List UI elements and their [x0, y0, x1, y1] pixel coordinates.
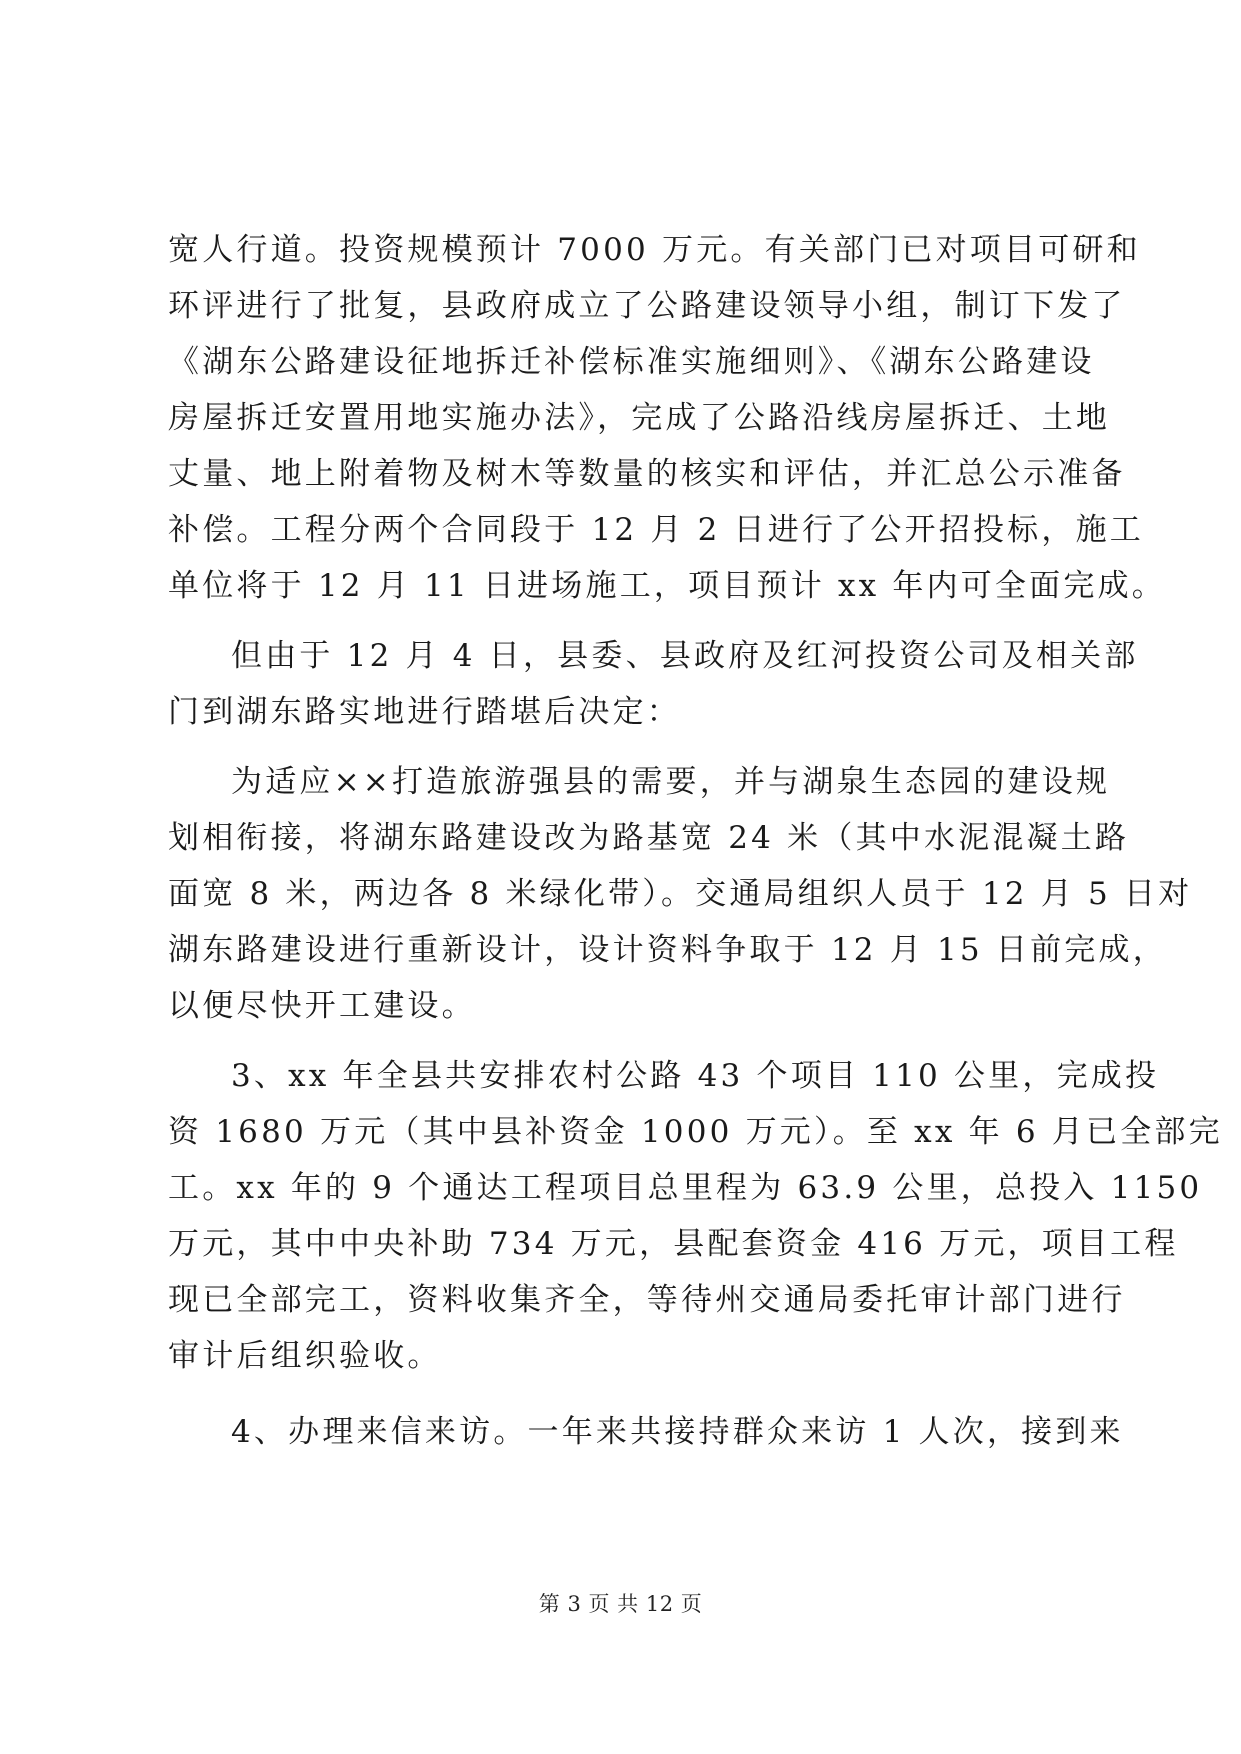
paragraph-start-line: 3、xx 年全县共安排农村公路 43 个项目 110 公里，完成投	[231, 1058, 1160, 1094]
paragraph-start-line: 为适应××打造旅游强县的需要，并与湖泉生态园的建设规	[231, 764, 1111, 800]
text-line: 补偿。工程分两个合同段于 12 月 2 日进行了公开招投标，施工	[168, 512, 1144, 548]
paragraph-start-line: 4、办理来信来访。一年来共接持群众来访 1 人次，接到来	[231, 1414, 1124, 1450]
text-line: 万元，其中中央补助 734 万元，县配套资金 416 万元，项目工程	[168, 1226, 1179, 1262]
text-line: 现已全部完工，资料收集齐全，等待州交通局委托审计部门进行	[168, 1282, 1126, 1318]
page-number-footer: 第 3 页 共 12 页	[538, 1592, 703, 1616]
text-line: 审计后组织验收。	[168, 1338, 442, 1374]
text-line: 环评进行了批复，县政府成立了公路建设领导小组，制订下发了	[168, 288, 1126, 324]
text-line: 丈量、地上附着物及树木等数量的核实和评估，并汇总公示准备	[168, 456, 1126, 492]
text-line: 面宽 8 米，两边各 8 米绿化带）。交通局组织人员于 12 月 5 日对	[168, 876, 1193, 912]
text-line: 湖东路建设进行重新设计，设计资料争取于 12 月 15 日前完成，	[168, 932, 1167, 968]
text-line: 划相衔接，将湖东路建设改为路基宽 24 米（其中水泥混凝土路	[168, 820, 1130, 856]
paragraph-start-line: 但由于 12 月 4 日，县委、县政府及红河投资公司及相关部	[231, 638, 1139, 674]
text-line: 房屋拆迁安置用地实施办法》，完成了公路沿线房屋拆迁、土地	[168, 400, 1111, 436]
text-line: 单位将于 12 月 11 日进场施工，项目预计 xx 年内可全面完成。	[168, 568, 1166, 604]
text-line: 宽人行道。投资规模预计 7000 万元。有关部门已对项目可研和	[168, 232, 1141, 268]
text-line: 门到湖东路实地进行踏堪后决定：	[168, 694, 681, 730]
document-body	[168, 222, 1223, 1460]
text-line: 以便尽快开工建设。	[168, 988, 476, 1024]
text-line: 资 1680 万元（其中县补资金 1000 万元）。至 xx 年 6 月已全部完	[168, 1114, 1223, 1150]
text-line: 工。xx 年的 9 个通达工程项目总里程为 63.9 公里，总投入 1150	[168, 1170, 1203, 1206]
text-line: 《湖东公路建设征地拆迁补偿标准实施细则》、《湖东公路建设	[168, 344, 1095, 380]
